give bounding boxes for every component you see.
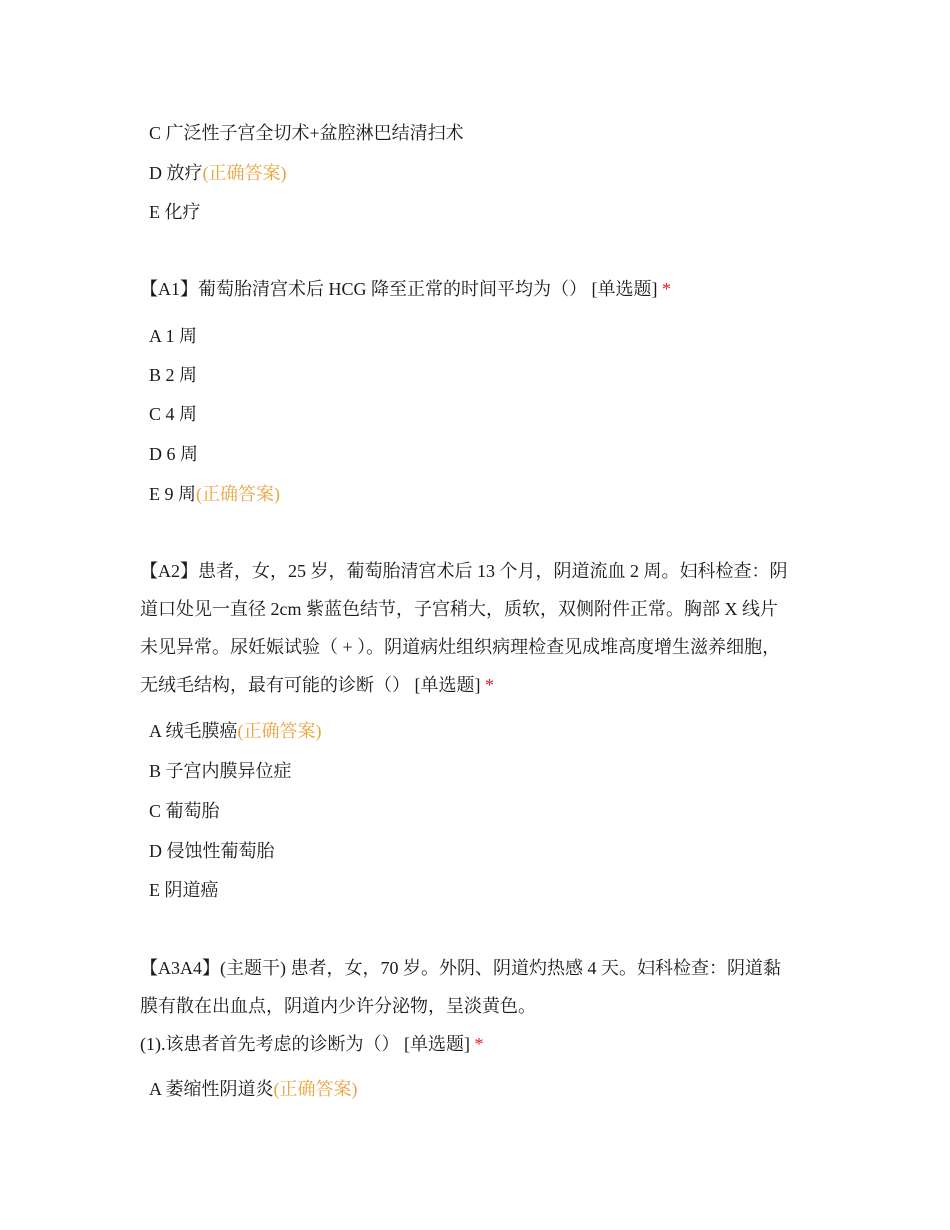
option-text: C 4 周 (149, 404, 198, 424)
question-stem (140, 552, 820, 704)
required-marker: * (474, 1034, 484, 1054)
question-text-line (140, 666, 820, 704)
question-text-line: 【A2】患者，女，25 岁，葡萄胎清宫术后 13 个月，阴道流血 2 周。妇科检查：阴 (140, 561, 788, 581)
question-text: 【A1】葡萄胎清宫术后 HCG 降至正常的时间平均为（） [单选题] (140, 279, 658, 299)
option-a (149, 1077, 358, 1101)
option-text: A 萎缩性阴道炎 (149, 1079, 274, 1099)
option-text: A 绒毛膜癌 (149, 721, 238, 741)
question-text: 无绒毛结构，最有可能的诊断（） [单选题] (140, 675, 481, 695)
correct-answer-marker: (正确答案) (273, 1079, 358, 1099)
correct-answer-marker: (正确答案) (237, 721, 322, 741)
required-marker: * (485, 675, 494, 695)
option-text: D 侵蚀性葡萄胎 (149, 841, 275, 861)
option-e (149, 878, 219, 902)
option-b (149, 363, 197, 387)
option-text: D 放疗 (149, 163, 203, 183)
correct-answer-marker: (正确答案) (202, 163, 287, 183)
option-c (149, 402, 197, 426)
option-c (149, 121, 464, 145)
option-a (149, 719, 322, 743)
option-text: D 6 周 (149, 444, 198, 464)
sub-question-text: (1).该患者首先考虑的诊断为（） [单选题] (140, 1034, 470, 1054)
option-e (149, 200, 201, 224)
question-text-line: 道口处见一直径 2cm 紫蓝色结节，子宫稍大，质软，双侧附件正常。胸部 X 线片 (140, 599, 778, 619)
question-text-line: 膜有散在出血点，阴道内少许分泌物，呈淡黄色。 (140, 996, 536, 1016)
question-stem (140, 949, 820, 1063)
option-text: B 2 周 (149, 365, 198, 385)
option-text: E 化疗 (149, 202, 201, 222)
option-e (149, 482, 280, 506)
correct-answer-marker: (正确答案) (196, 484, 280, 504)
option-a (149, 324, 197, 348)
question-text-line: 未见异常。尿妊娠试验（ + ）。阴道病灶组织病理检查见成堆高度增生滋养细胞， (140, 637, 781, 657)
option-text: B 子宫内膜异位症 (149, 761, 292, 781)
option-d (149, 442, 198, 466)
option-b (149, 759, 292, 783)
option-text: E 阴道癌 (149, 880, 219, 900)
question-stem (140, 270, 820, 308)
option-text: C 广泛性子宫全切术+盆腔淋巴结清扫术 (149, 123, 464, 143)
option-c (149, 799, 220, 823)
option-d (149, 161, 287, 185)
option-d (149, 839, 275, 863)
required-marker: * (662, 279, 671, 299)
option-text: C 葡萄胎 (149, 801, 220, 821)
option-text: E 9 周 (149, 484, 196, 504)
sub-question-line (140, 1025, 820, 1063)
question-text-line: 【A3A4】(主题干) 患者，女，70 岁。外阴、阴道灼热感 4 天。妇科检查：阴道黏 (140, 958, 781, 978)
option-text: A 1 周 (149, 326, 198, 346)
